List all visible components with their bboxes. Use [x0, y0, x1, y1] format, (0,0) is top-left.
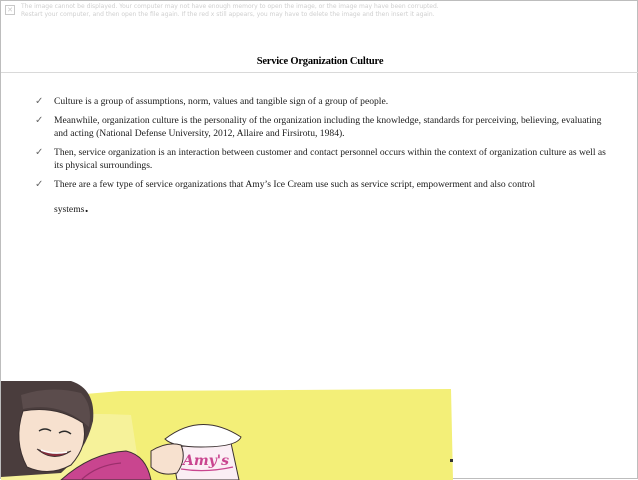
bullet-list: [35, 95, 610, 222]
bullet-text: There are a few type of service organizations that Amy’s Ice Cream use such as service script, empowerment and also control: [54, 179, 536, 190]
bullet-item: [35, 114, 610, 140]
bullet-item: [35, 178, 610, 216]
bullet-text-continued: systems.: [54, 196, 89, 216]
checkmark-icon: ✓: [35, 179, 44, 190]
corner-mark: [450, 459, 453, 462]
title-divider: [1, 72, 638, 73]
amys-logo-text: Amy's: [183, 453, 229, 469]
bullet-item: [35, 95, 610, 108]
bullet-item: [35, 146, 610, 172]
checkmark-icon: ✓: [35, 115, 44, 126]
woman-with-ice-cream-illustration: [1, 381, 453, 480]
bullet-text: Culture is a group of assumptions, norm, values and tangible sign of a group of people.: [54, 96, 389, 107]
bullet-text: Meanwhile, organization culture is the personality of the organization including the knowledge, standards for perceiving, believing, evaluating and acting (National Defense University, 2012, Allaire and Firsirotu, 1984).: [54, 115, 602, 139]
checkmark-icon: ✓: [35, 96, 44, 107]
bullet-text: Then, service organization is an interaction between customer and contact personnel occurs within the context of organization culture as well as its physical surroundings.: [54, 147, 606, 171]
broken-image-message: The image cannot be displayed. Your computer may not have enough memory to open the image, or the image may have been corrupted. Restart your computer, and then open the file again. If the red x still appears, you may have to delete the image and then insert it again.: [21, 3, 439, 18]
broken-image-icon: ✕: [5, 5, 15, 15]
checkmark-icon: ✓: [35, 147, 44, 158]
slide-title: Service Organization Culture: [256, 56, 384, 67]
amys-ice-cream-illustration: [1, 381, 453, 480]
broken-image-placeholder: [5, 3, 445, 21]
